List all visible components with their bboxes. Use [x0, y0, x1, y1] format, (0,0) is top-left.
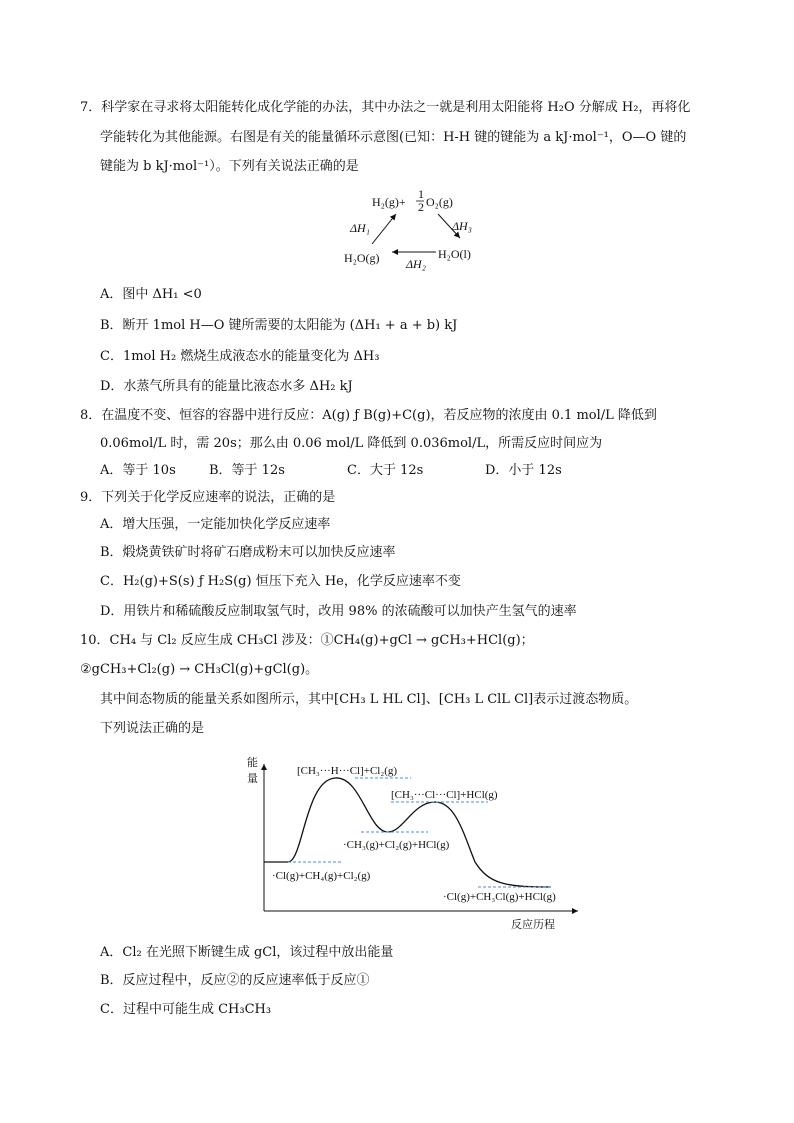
label-mid: ·CH₃(g)+Cl₂(g)+HCl(g)	[343, 839, 450, 851]
label-start: ·Cl(g)+CH₄(g)+Cl₂(g)	[272, 870, 371, 882]
q9-stem: 9．下列关于化学反应速率的说法，正确的是	[80, 490, 336, 505]
q7-stem-line2: 学能转化为其他能源。右图是有关的能量循环示意图(已知：H-H 键的键能为 a kJ·mol⁻¹，O—O 键的	[100, 130, 687, 145]
q7-stem-line3: 键能为 b kJ·mol⁻¹）。下列有关说法正确的是	[100, 159, 359, 174]
label-end: ·Cl(g)+CH₃Cl(g)+HCl(g)	[443, 891, 556, 903]
label-dh2: ΔH₂	[406, 257, 426, 271]
q10-stem-line3: 其中间态物质的能量关系如图所示，其中[CH₃ L HL Cl]、[CH₃ L ClL Cl]表示过渡态物质。	[100, 692, 638, 707]
q7-option-b[interactable]: B．断开 1mol H—O 键所需要的太阳能为 (ΔH₁ + a + b) kJ	[100, 318, 458, 333]
cycle-half-num: 1	[418, 187, 424, 201]
q8-option-c[interactable]: C．大于 12s	[347, 463, 424, 478]
q8-stem-line1: 8．在温度不变、恒容的容器中进行反应：A(g) ƒ B(g)+C(g)，若反应物的浓度由 0.1 mol/L 降低到	[80, 408, 657, 423]
q9-option-c[interactable]: C．H₂(g)+S(s) ƒ H₂S(g) 恒压下充入 He，化学反应速率不变	[100, 574, 461, 589]
label-dh3: ΔH₃	[452, 219, 472, 233]
cycle-half-den: 2	[418, 200, 424, 214]
energy-profile-diagram	[243, 750, 588, 935]
cycle-right-h2o-l: H₂O(l)	[438, 247, 471, 261]
q10-option-a[interactable]: A．Cl₂ 在光照下断键生成 gCl，该过程中放出能量	[100, 945, 394, 960]
q10-option-b[interactable]: B．反应过程中，反应②的反应速率低于反应①	[100, 973, 370, 988]
q7-option-d[interactable]: D．水蒸气所具有的能量比液态水多 ΔH₂ kJ	[100, 379, 353, 394]
q9-option-a[interactable]: A．增大压强，一定能加快化学反应速率	[100, 517, 331, 532]
y-axis-label-top: 能	[247, 756, 258, 769]
q7-stem-line1: 7．科学家在寻求将太阳能转化成化学能的办法，其中办法之一就是利用太阳能将 H₂O 分解成 H₂，再将化	[80, 100, 691, 115]
q7-option-c[interactable]: C．1mol H₂ 燃烧生成液态水的能量变化为 ΔH₃	[100, 349, 380, 364]
q10-stem-line2: ②gCH₃+Cl₂(g) → CH₃Cl(g)+gCl(g)。	[80, 662, 319, 677]
cycle-top-o2: O₂(g)	[426, 195, 453, 209]
q9-option-d[interactable]: D．用铁片和稀硫酸反应制取氢气时，改用 98% 的浓硫酸可以加快产生氢气的速率	[100, 604, 577, 619]
q10-stem-line1: 10．CH₄ 与 Cl₂ 反应生成 CH₃Cl 涉及：①CH₄(g)+gCl → gCH₃+HCl(g)；	[80, 633, 534, 648]
q8-option-a[interactable]: A．等于 10s	[100, 463, 176, 478]
energy-cycle-diagram	[340, 186, 490, 271]
q7-option-a[interactable]: A．图中 ΔH₁ <0	[100, 287, 202, 302]
arrow-dh1	[372, 214, 396, 244]
q8-option-d[interactable]: D．小于 12s	[485, 463, 562, 478]
label-ts2: [CH₃···Cl···Cl]+HCl(g)	[391, 789, 498, 801]
q8-stem-line2: 0.06mol/L 时，需 20s；那么由 0.06 mol/L 降低到 0.036mol/L，所需反应时间应为	[100, 436, 603, 451]
q10-option-c[interactable]: C．过程中可能生成 CH₃CH₃	[100, 1002, 272, 1017]
q10-stem-line4: 下列说法正确的是	[100, 721, 205, 736]
label-ts1: [CH₃···H···Cl]+Cl₂(g)	[297, 765, 398, 777]
y-axis-label-bottom: 量	[247, 772, 258, 785]
x-axis-label: 反应历程	[511, 918, 555, 931]
q9-option-b[interactable]: B．煅烧黄铁矿时将矿石磨成粉末可以加快反应速率	[100, 545, 396, 560]
label-dh1: ΔH₁	[350, 221, 370, 235]
cycle-left-h2o-g: H₂O(g)	[344, 251, 380, 265]
cycle-top-h2: H₂(g)+	[372, 195, 406, 209]
q8-option-b[interactable]: B．等于 12s	[209, 463, 285, 478]
